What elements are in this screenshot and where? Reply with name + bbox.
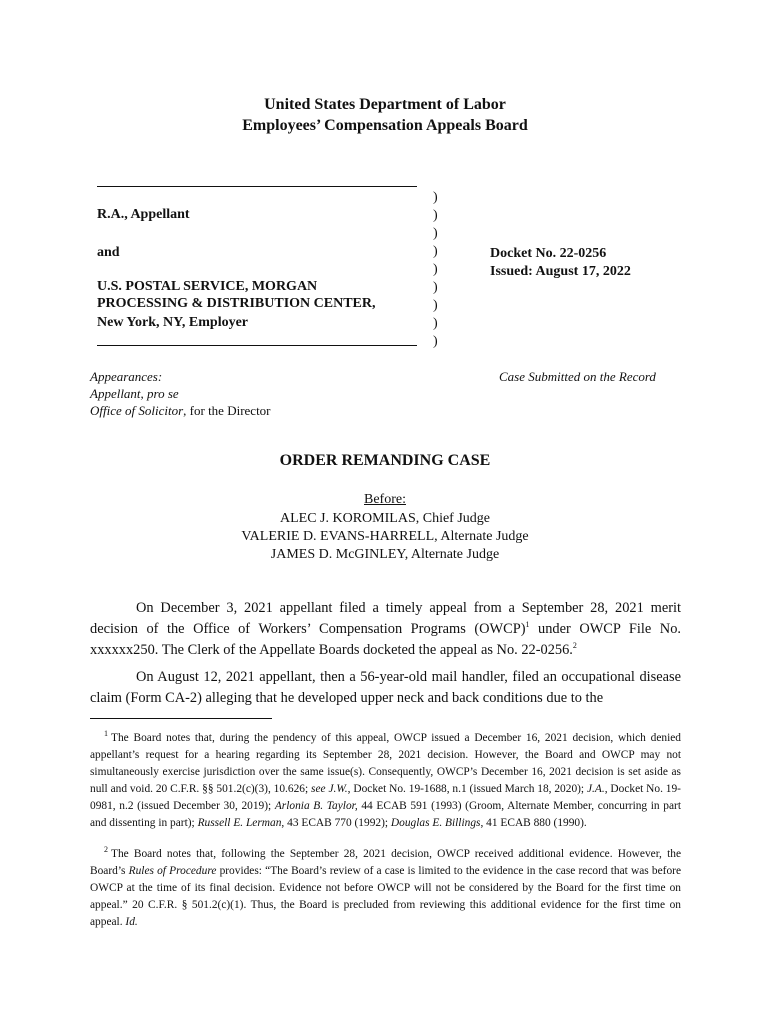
paragraph-2: On August 12, 2021 appellant, then a 56-year-old mail handler, filed an occupational disease claim (Form CA-2) alleging that he developed upper neck and back conditions due to the xyxy=(90,669,681,706)
footnote-1-cite-billings: Douglas E. Billings xyxy=(390,816,481,829)
footnote-2 xyxy=(90,841,681,931)
paragraph-1-text-a: On December 3, 2021 appellant filed a timely appeal from a September 28, 2021 merit decision of the Office of Workers’ Compensation Programs (OWCP) xyxy=(90,600,681,637)
appearances-heading: Appearances: xyxy=(90,369,163,384)
case-submitted: Case Submitted on the Record xyxy=(499,369,656,384)
footnote-1-cite-ja: J.A. xyxy=(586,782,605,795)
footnote-ref-2[interactable]: 2 xyxy=(572,641,577,651)
solicitor-suffix: , for the Director xyxy=(183,403,271,418)
caption-paren: ) xyxy=(433,316,438,331)
judge-alternate-1: VALERIE D. EVANS-HARRELL, Alternate Judge xyxy=(241,529,529,544)
footnote-1-text-d: 44 ECAB 591 (1993) (Groom, Alternate Member, concurring in part and dissenting in part); xyxy=(90,799,681,829)
footnote-1-text-a: The Board notes that, during the pendency of this appeal, OWCP issued a December 16, 2021 decision, which denied appellant’s request for a hearing regarding its September 28, 2021 decision. However, the Board and OWCP may not simultaneously exercise jurisdiction over the same issue(s). Consequently, OWCP’s December 16, 2021 decision is set aside as null and void. 20 C.F.R. §§ 501.2(c)(3), 10.626; xyxy=(90,731,681,795)
caption-employer-line2: PROCESSING & DISTRIBUTION CENTER, xyxy=(97,296,376,311)
before-label: Before: xyxy=(364,492,406,507)
caption-paren: ) xyxy=(433,208,438,223)
footnote-2-text-a: The Board notes that, following the September 28, 2021 decision, OWCP received additional evidence. However, the Board’s xyxy=(90,847,681,877)
caption-paren: ) xyxy=(433,298,438,313)
caption-employer-line3: New York, NY, Employer xyxy=(97,315,249,330)
paragraph-1 xyxy=(90,598,681,661)
caption-paren: ) xyxy=(433,190,438,205)
footnote-1-text-b: , Docket No. 19-1688, n.1 (issued March 18, 2020); xyxy=(347,782,587,795)
issued-date: Issued: August 17, 2022 xyxy=(490,264,631,279)
footnote-ref-1[interactable]: 1 xyxy=(525,620,530,630)
caption-top-rule xyxy=(97,186,417,187)
appellant-label: Appellant xyxy=(90,386,141,401)
footnote-2-id: Id. xyxy=(125,915,138,928)
footnote-1-text-c: , Docket No. 19-0981, n.2 (issued December 30, 2019); xyxy=(90,782,681,812)
footnote-separator xyxy=(90,718,272,719)
footnote-1-cite-lerman: Russell E. Lerman xyxy=(197,816,282,829)
paragraph-1-text-b: under OWCP File No. xxxxxx250. The Clerk of the Appellate Boards docketed the appeal as No. 22-0256. xyxy=(90,621,681,658)
header-board: Employees’ Compensation Appeals Board xyxy=(242,117,528,134)
footnote-1-cite-jw: see J.W. xyxy=(311,782,348,795)
caption-paren: ) xyxy=(433,262,438,277)
footnote-1-text-f: , 41 ECAB 880 (1990). xyxy=(480,816,587,829)
judge-chief: ALEC J. KOROMILAS, Chief Judge xyxy=(280,511,490,526)
footnote-2-text-b: provides: “The Board’s review of a case is limited to the evidence in the case record that was before OWCP at the time of its final decision. Evidence not before OWCP will not be considered by the Board for the first time on appeal.” 20 C.F.R. § 501.2(c)(1). Thus, the Board is precluded from reviewing this additional evidence for the first time on appeal. xyxy=(90,864,682,928)
footnote-1-number: 1 xyxy=(104,729,108,738)
caption-paren: ) xyxy=(433,226,438,241)
judge-alternate-2: JAMES D. McGINLEY, Alternate Judge xyxy=(270,547,500,562)
solicitor-label: Office of Solicitor xyxy=(90,403,184,418)
caption-paren: ) xyxy=(433,334,438,349)
caption-paren: ) xyxy=(433,244,438,259)
pro-se-label: , pro se xyxy=(140,386,179,401)
appearance-appellant xyxy=(90,385,179,402)
appearance-solicitor xyxy=(90,402,271,419)
footnote-1-cite-taylor: Arlonia B. Taylor, xyxy=(274,799,358,812)
footnote-2-number: 2 xyxy=(104,845,108,854)
docket-number: Docket No. 22-0256 xyxy=(490,246,607,261)
footnote-1 xyxy=(90,725,681,832)
header-department: United States Department of Labor xyxy=(264,96,506,113)
caption-and: and xyxy=(97,245,120,260)
footnote-2-rules-of-procedure: Rules of Procedure xyxy=(128,864,217,877)
caption-employer-line1: U.S. POSTAL SERVICE, MORGAN xyxy=(97,279,318,294)
caption-bottom-rule xyxy=(97,345,417,346)
footnote-1-text-e: , 43 ECAB 770 (1992); xyxy=(281,816,391,829)
order-title: ORDER REMANDING CASE xyxy=(279,452,491,469)
caption-paren: ) xyxy=(433,280,438,295)
caption-appellant: R.A., Appellant xyxy=(97,207,190,222)
